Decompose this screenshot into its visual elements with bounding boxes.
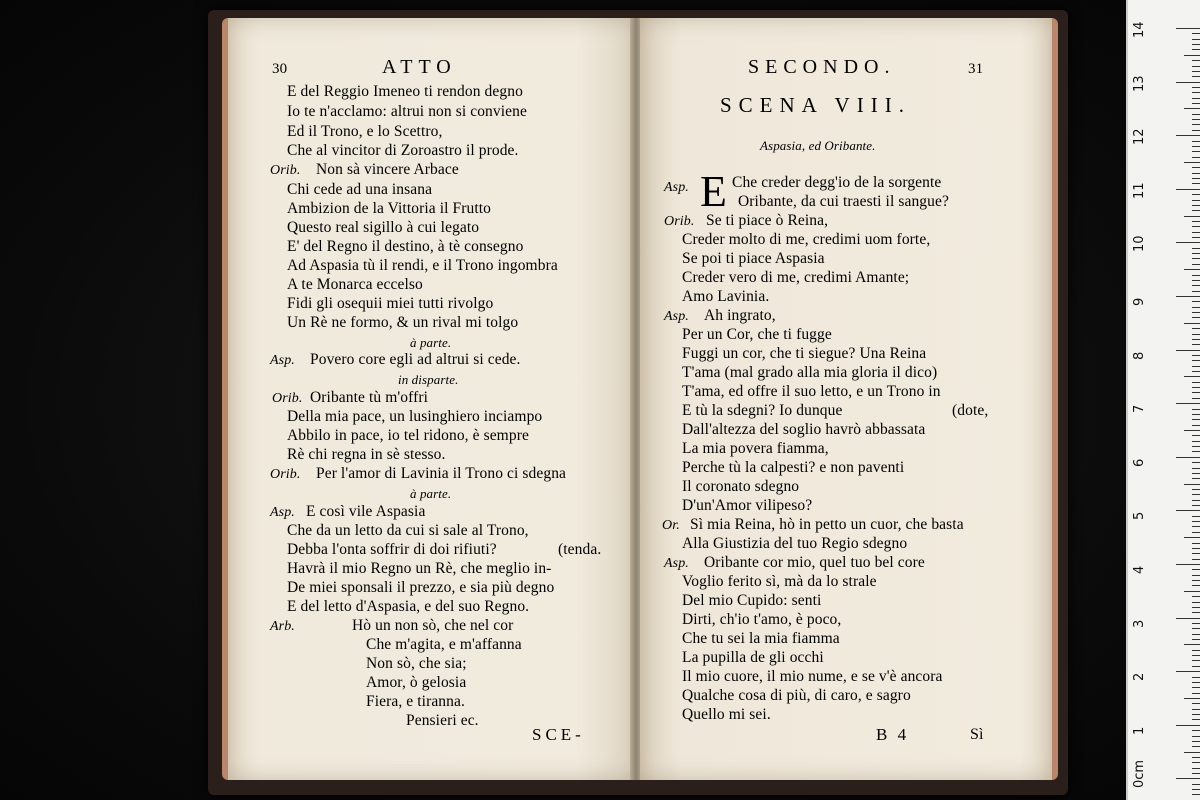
ruler-tick <box>1184 484 1200 485</box>
ruler-tick <box>1192 789 1200 790</box>
text-line: Se poi ti piace Aspasia <box>682 250 825 267</box>
text-line: Dall'altezza del soglio havrò abbassata <box>682 421 926 438</box>
text-line: Per un Cor, che ti fugge <box>682 326 832 343</box>
text-line: Chi cede ad una insana <box>287 181 433 198</box>
ruler-tick <box>1184 376 1200 377</box>
text-line: Non sò, che sia; <box>366 655 467 672</box>
ruler-label: 2 <box>1132 672 1147 682</box>
ruler-tick <box>1192 596 1200 597</box>
text-line: Alla Giustizia del tuo Regio sdegno <box>682 535 908 552</box>
text-line: Il mio cuore, il mio nume, e se v'è ancora <box>682 668 943 685</box>
text-line: Sì mia Reina, hò in petto un cuor, che basta <box>690 516 964 533</box>
ruler-tick <box>1192 87 1200 88</box>
ruler-tick <box>1192 521 1200 522</box>
text-line: Hò un non sò, che nel cor <box>352 617 514 634</box>
ruler-tick <box>1192 33 1200 34</box>
text-line: Amo Lavinia. <box>682 288 770 305</box>
speaker-label: Asp. <box>664 309 689 324</box>
ruler-tick <box>1192 226 1200 227</box>
ruler-tick <box>1192 114 1200 115</box>
ruler-tick <box>1192 312 1200 313</box>
ruler-tick <box>1192 660 1200 661</box>
ruler-tick <box>1192 639 1200 640</box>
text-line: Ambizion de la Vittoria il Frutto <box>287 200 491 217</box>
ruler-tick <box>1192 157 1200 158</box>
ruler-tick <box>1192 451 1200 452</box>
ruler-label: 4 <box>1132 565 1147 574</box>
ruler-tick <box>1192 500 1200 501</box>
ruler-tick <box>1184 55 1200 56</box>
text-line: Questo real sigillo à cui legato <box>287 219 480 236</box>
ruler-tick <box>1176 618 1200 619</box>
ruler-tick <box>1176 671 1200 672</box>
left-running-head: ATTO <box>382 56 457 78</box>
ruler-tick <box>1192 49 1200 50</box>
text-line: Creder vero di me, credimi Amante; <box>682 269 910 286</box>
ruler-tick <box>1192 92 1200 93</box>
ruler-tick <box>1192 124 1200 125</box>
text-line: Rè chi regna in sè stesso. <box>287 446 446 463</box>
text-line: Il coronato sdegno <box>682 478 800 495</box>
text-line: Un Rè ne formo, & un rival mi tolgo <box>287 314 519 331</box>
ruler-tick <box>1192 205 1200 206</box>
measurement-ruler <box>1126 0 1200 800</box>
text-line: E così vile Aspasia <box>306 503 426 520</box>
ruler-tick <box>1192 71 1200 72</box>
text-line: E tù la sdegni? Io dunque <box>682 402 843 419</box>
ruler-tick <box>1192 360 1200 361</box>
catchword: Sì <box>970 726 984 743</box>
ruler-tick <box>1184 752 1200 753</box>
stage-direction: à parte. <box>410 335 452 350</box>
ruler-tick <box>1192 280 1200 281</box>
ruler-tick <box>1192 516 1200 517</box>
ruler-tick <box>1192 532 1200 533</box>
ruler-tick <box>1192 473 1200 474</box>
ruler-tick <box>1192 210 1200 211</box>
ruler-tick <box>1184 537 1200 538</box>
ruler-tick <box>1192 768 1200 769</box>
text-line: Fuggi un cor, che ti siegue? Una Reina <box>682 345 927 362</box>
ruler-tick <box>1192 746 1200 747</box>
stage-direction: in disparte. <box>398 372 459 387</box>
ruler-tick <box>1192 478 1200 479</box>
ruler-tick <box>1192 291 1200 292</box>
text-line: D'un'Amor vilipeso? <box>682 497 813 514</box>
ruler-tick <box>1192 398 1200 399</box>
ruler-tick <box>1192 253 1200 254</box>
ruler-label: 1 <box>1132 726 1147 735</box>
text-line: Se ti piace ò Reina, <box>706 212 829 229</box>
scene-heading: SCENA VIII. <box>720 93 911 117</box>
ruler-tick <box>1192 183 1200 184</box>
ruler-label: 11 <box>1132 182 1147 199</box>
text-line: Che da un letto da cui si sale al Trono, <box>287 522 529 539</box>
ruler-tick <box>1184 698 1200 699</box>
ruler-label: 13 <box>1132 75 1147 92</box>
ruler-label: 5 <box>1132 512 1147 521</box>
ruler-label: 3 <box>1132 619 1147 628</box>
text-line: Havrà il mio Regno un Rè, che meglio in- <box>287 560 552 577</box>
ruler-tick <box>1192 441 1200 442</box>
text-line: Voglio ferito sì, mà da lo strale <box>682 573 877 590</box>
text-line: Per l'amor di Lavinia il Trono ci sdegna <box>316 465 567 482</box>
ruler-tick <box>1176 510 1200 511</box>
text-line: A te Monarca eccelso <box>287 276 423 293</box>
ruler-tick <box>1176 296 1200 297</box>
text-line: (tenda. <box>558 541 602 558</box>
drop-cap: E <box>700 167 727 216</box>
ruler-tick <box>1192 623 1200 624</box>
ruler-tick <box>1192 371 1200 372</box>
ruler-tick <box>1192 414 1200 415</box>
ruler-tick <box>1192 178 1200 179</box>
ruler-tick <box>1192 387 1200 388</box>
speaker-label: Asp. <box>664 180 689 195</box>
ruler-tick <box>1192 602 1200 603</box>
ruler-tick <box>1184 430 1200 431</box>
ruler-tick <box>1192 494 1200 495</box>
ruler-tick <box>1192 435 1200 436</box>
ruler-tick <box>1184 591 1200 592</box>
ruler-tick <box>1192 736 1200 737</box>
ruler-tick <box>1176 457 1200 458</box>
ruler-tick <box>1192 612 1200 613</box>
ruler-tick <box>1192 687 1200 688</box>
text-line: E del Reggio Imeneo ti rendon degno <box>287 83 523 100</box>
ruler-tick <box>1192 709 1200 710</box>
ruler-tick <box>1192 366 1200 367</box>
ruler-tick <box>1192 585 1200 586</box>
ruler-tick <box>1192 468 1200 469</box>
ruler-tick <box>1192 258 1200 259</box>
ruler-tick <box>1192 285 1200 286</box>
ruler-tick <box>1192 446 1200 447</box>
ruler-tick <box>1192 462 1200 463</box>
ruler-tick <box>1192 151 1200 152</box>
ruler-tick <box>1192 682 1200 683</box>
ruler-tick <box>1176 28 1200 29</box>
ruler-tick <box>1176 135 1200 136</box>
text-line: T'ama, ed offre il suo letto, e un Trono in <box>682 383 941 400</box>
speaker-label: Or. <box>662 518 680 533</box>
ruler-tick <box>1192 757 1200 758</box>
speaker-label: Orib. <box>270 467 301 482</box>
ruler-tick <box>1192 569 1200 570</box>
ruler-tick <box>1192 167 1200 168</box>
text-line: Povero core egli ad altrui si cede. <box>310 351 521 368</box>
ruler-tick <box>1192 628 1200 629</box>
speaker-label: Orib. <box>272 391 303 406</box>
ruler-tick <box>1192 553 1200 554</box>
ruler-tick <box>1192 392 1200 393</box>
ruler-tick <box>1176 82 1200 83</box>
text-line: La mia povera fiamma, <box>682 440 829 457</box>
ruler-tick <box>1192 425 1200 426</box>
ruler-tick <box>1192 575 1200 576</box>
text-line: Della mia pace, un lusinghiero inciampo <box>287 408 543 425</box>
ruler-tick <box>1192 66 1200 67</box>
ruler-tick <box>1192 103 1200 104</box>
ruler-tick <box>1192 344 1200 345</box>
text-line: Oribante tù m'offri <box>310 389 429 406</box>
ruler-tick <box>1184 323 1200 324</box>
ruler-tick <box>1184 216 1200 217</box>
ruler-label: 8 <box>1132 351 1147 360</box>
ruler-label: 7 <box>1132 404 1147 414</box>
speaker-label: Orib. <box>270 163 301 178</box>
text-line: Che creder degg'io de la sorgente <box>732 174 942 191</box>
ruler-tick <box>1176 564 1200 565</box>
ruler-tick <box>1176 189 1200 190</box>
ruler-tick <box>1192 98 1200 99</box>
text-line: Ed il Trono, e lo Scettro, <box>287 123 443 140</box>
ruler-tick <box>1192 419 1200 420</box>
ruler-tick <box>1192 762 1200 763</box>
ruler-tick <box>1184 162 1200 163</box>
ruler-tick <box>1192 677 1200 678</box>
ruler-tick <box>1192 666 1200 667</box>
ruler-tick <box>1184 108 1200 109</box>
text-line: Debba l'onta soffrir di doi rifiuti? <box>287 541 497 558</box>
ruler-tick <box>1192 301 1200 302</box>
ruler-tick <box>1192 655 1200 656</box>
ruler-tick <box>1192 650 1200 651</box>
ruler-tick <box>1192 714 1200 715</box>
text-line: Pensieri ec. <box>406 712 479 729</box>
speaker-label: Asp. <box>664 556 689 571</box>
ruler-tick <box>1192 237 1200 238</box>
ruler-tick <box>1192 719 1200 720</box>
ruler-tick <box>1192 44 1200 45</box>
ruler-tick <box>1192 194 1200 195</box>
ruler-label: 0cm <box>1132 760 1147 789</box>
ruler-tick <box>1192 355 1200 356</box>
ruler-tick <box>1192 141 1200 142</box>
ruler-tick <box>1176 725 1200 726</box>
ruler-label: 10 <box>1132 235 1147 253</box>
speaker-label: Orib. <box>664 214 695 229</box>
ruler-tick <box>1176 242 1200 243</box>
text-line: Fidi gli osequii miei tutti rivolgo <box>287 295 494 312</box>
ruler-tick <box>1192 200 1200 201</box>
ruler-label: 14 <box>1132 21 1147 38</box>
text-line: Amor, ò gelosia <box>366 674 467 691</box>
text-line: Non sà vincere Arbace <box>316 161 459 178</box>
text-line: De miei sponsali il prezzo, e sia più degno <box>287 579 555 596</box>
ruler-tick <box>1192 264 1200 265</box>
text-line: La pupilla de gli occhi <box>682 649 824 666</box>
ruler-tick <box>1192 232 1200 233</box>
text-line: Dirti, ch'io t'amo, è poco, <box>682 611 842 628</box>
text-line: Abbilo in pace, io tel ridono, è sempre <box>287 427 529 444</box>
ruler-tick <box>1192 146 1200 147</box>
ruler-tick <box>1192 173 1200 174</box>
text-line: Ah ingrato, <box>704 307 776 324</box>
ruler-tick <box>1192 382 1200 383</box>
left-page-number: 30 <box>272 61 288 77</box>
text-line: Fiera, e tiranna. <box>366 693 465 710</box>
text-line: Perche tù la calpesti? e non paventi <box>682 459 905 476</box>
text-line: T'ama (mal grado alla mia gloria il dico) <box>682 364 938 381</box>
ruler-label: 9 <box>1132 297 1147 306</box>
signature-mark: B 4 <box>876 725 910 744</box>
ruler-tick <box>1192 703 1200 704</box>
text-line: Io te n'acclamo: altrui non si conviene <box>287 103 527 120</box>
ruler-tick <box>1192 317 1200 318</box>
ruler-tick <box>1192 794 1200 795</box>
ruler-label: 12 <box>1132 128 1147 146</box>
text-line: Ad Aspasia tù il rendi, e il Trono ingombra <box>287 257 558 274</box>
text-line: Che al vincitor di Zoroastro il prode. <box>287 142 519 159</box>
ruler-tick <box>1192 548 1200 549</box>
ruler-tick <box>1184 644 1200 645</box>
text-line: Creder molto di me, credimi uom forte, <box>682 231 931 248</box>
ruler-tick <box>1192 275 1200 276</box>
ruler-tick <box>1192 607 1200 608</box>
ruler-tick <box>1192 634 1200 635</box>
catchword: SCE- <box>532 725 585 744</box>
ruler-tick <box>1176 778 1200 779</box>
ruler-tick <box>1184 269 1200 270</box>
ruler-tick <box>1192 559 1200 560</box>
ruler-tick <box>1192 60 1200 61</box>
text-line: (dote, <box>952 402 989 419</box>
ruler-tick <box>1192 526 1200 527</box>
ruler-tick <box>1192 221 1200 222</box>
ruler-tick <box>1192 773 1200 774</box>
ruler-tick <box>1192 339 1200 340</box>
ruler-tick <box>1192 409 1200 410</box>
ruler-tick <box>1192 580 1200 581</box>
ruler-tick <box>1192 307 1200 308</box>
ruler-tick <box>1192 489 1200 490</box>
text-line: E del letto d'Aspasia, e del suo Regno. <box>287 598 530 615</box>
speaker-label: Asp. <box>270 505 295 520</box>
ruler-tick <box>1192 119 1200 120</box>
right-running-head: SECONDO. <box>748 56 896 78</box>
ruler-tick <box>1176 350 1200 351</box>
ruler-tick <box>1192 334 1200 335</box>
text-line: E' del Regno il destino, à tè consegno <box>287 238 524 255</box>
ruler-tick <box>1192 784 1200 785</box>
ruler-tick <box>1192 543 1200 544</box>
ruler-label: 6 <box>1132 458 1147 467</box>
scene-characters: Aspasia, ed Oribante. <box>760 138 876 153</box>
ruler-tick <box>1192 505 1200 506</box>
ruler-tick <box>1176 403 1200 404</box>
ruler-tick <box>1192 130 1200 131</box>
ruler-tick <box>1192 39 1200 40</box>
ruler-tick <box>1192 730 1200 731</box>
speaker-label: Arb. <box>270 619 295 634</box>
ruler-tick <box>1192 741 1200 742</box>
text-line: Che tu sei la mia fiamma <box>682 630 840 647</box>
text-line: Oribante, da cui traesti il sangue? <box>738 193 949 210</box>
ruler-tick <box>1192 328 1200 329</box>
text-line: Del mio Cupido: senti <box>682 592 822 609</box>
right-page-number: 31 <box>968 61 984 77</box>
ruler-tick <box>1192 693 1200 694</box>
text-line: Quello mi sei. <box>682 706 771 723</box>
text-line: Che m'agita, e m'affanna <box>366 636 522 653</box>
text-line: Qualche cosa di più, di caro, e sagro <box>682 687 911 704</box>
stage-direction: à parte. <box>410 486 452 501</box>
speaker-label: Asp. <box>270 353 295 368</box>
ruler-tick <box>1192 76 1200 77</box>
text-line: Oribante cor mio, quel tuo bel core <box>704 554 925 571</box>
ruler-tick <box>1192 248 1200 249</box>
